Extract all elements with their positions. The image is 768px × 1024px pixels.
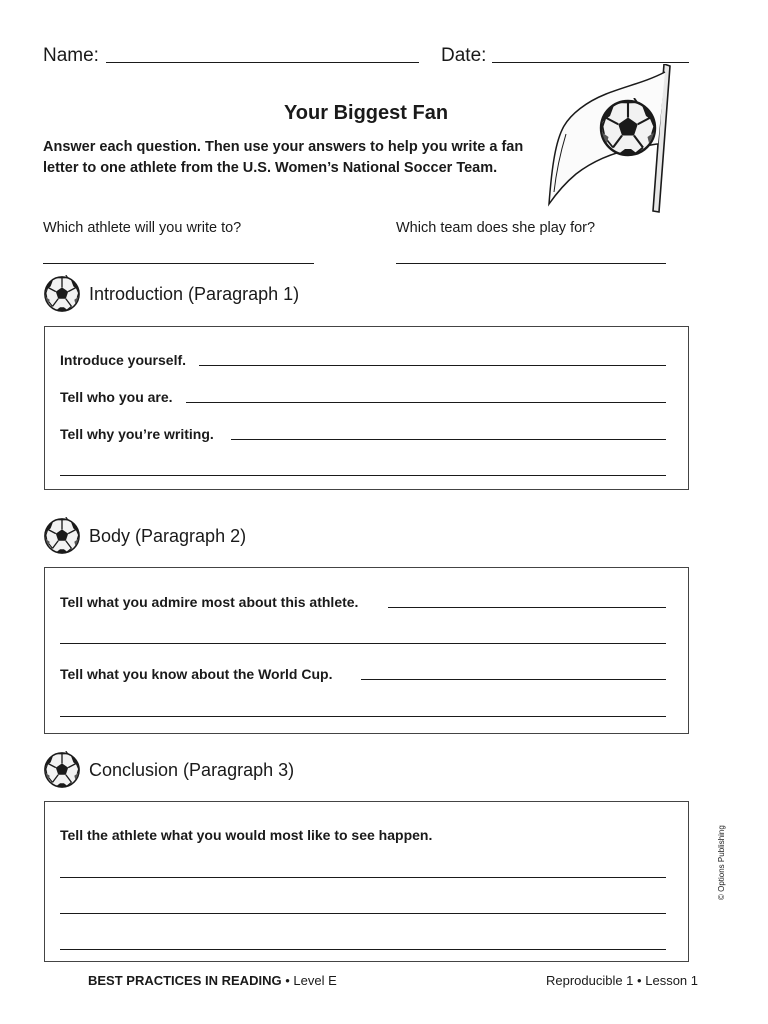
page-title: Your Biggest Fan: [283, 102, 449, 124]
name-line[interactable]: [106, 62, 419, 63]
soccer-ball-icon: [43, 751, 81, 789]
date-line[interactable]: [492, 62, 689, 63]
answer-line[interactable]: [186, 402, 666, 403]
athlete-answer-line[interactable]: [43, 263, 314, 264]
team-answer-line[interactable]: [396, 263, 666, 264]
footer-brand-name: BEST PRACTICES IN READING: [88, 973, 282, 988]
date-label: Date:: [441, 45, 487, 66]
answer-line[interactable]: [60, 716, 666, 717]
footer-bullet: •: [285, 973, 290, 988]
body-box: [44, 567, 689, 734]
prompt-tell-who: Tell who you are.: [60, 389, 173, 405]
footer-reproducible: Reproducible 1: [545, 973, 634, 988]
answer-line[interactable]: [60, 643, 666, 644]
prompt-admire: Tell what you admire most about this athlete.: [60, 594, 359, 610]
section-title-introduction: Introduction (Paragraph 1): [89, 284, 300, 304]
soccer-ball-icon: [43, 517, 81, 555]
prompt-see-happen: Tell the athlete what you would most like to see happen.: [60, 827, 433, 843]
copyright-notice: © Options Publishing: [717, 825, 726, 900]
answer-line[interactable]: [199, 365, 666, 366]
footer-brand: [88, 973, 337, 988]
footer-lesson-info: [546, 973, 698, 988]
footer-level: Level E: [293, 973, 337, 988]
athlete-question: Which athlete will you write to?: [43, 220, 242, 236]
footer-lesson: Lesson 1: [645, 973, 698, 988]
answer-line[interactable]: [60, 877, 666, 878]
answer-line[interactable]: [60, 913, 666, 914]
footer-bullet: •: [637, 973, 642, 988]
section-title-body: Body (Paragraph 2): [89, 526, 247, 546]
prompt-introduce-yourself: Introduce yourself.: [60, 352, 187, 368]
section-title-conclusion: Conclusion (Paragraph 3): [89, 760, 295, 780]
introduction-box: [44, 326, 689, 490]
soccer-ball-icon: [43, 275, 81, 313]
answer-line[interactable]: [60, 475, 666, 476]
answer-line[interactable]: [388, 607, 666, 608]
name-label: Name:: [43, 45, 99, 66]
answer-line[interactable]: [60, 949, 666, 950]
pennant-flag-icon: [546, 64, 676, 214]
conclusion-box: [44, 801, 689, 962]
answer-line[interactable]: [231, 439, 666, 440]
instructions-text: Answer each question. Then use your answers to help you write a fan letter to one athlete from the U.S. Women’s National Soccer Team.: [43, 139, 524, 176]
answer-line[interactable]: [361, 679, 666, 680]
team-question: Which team does she play for?: [396, 220, 596, 236]
prompt-tell-why: Tell why you’re writing.: [60, 426, 214, 442]
prompt-world-cup: Tell what you know about the World Cup.: [60, 666, 333, 682]
